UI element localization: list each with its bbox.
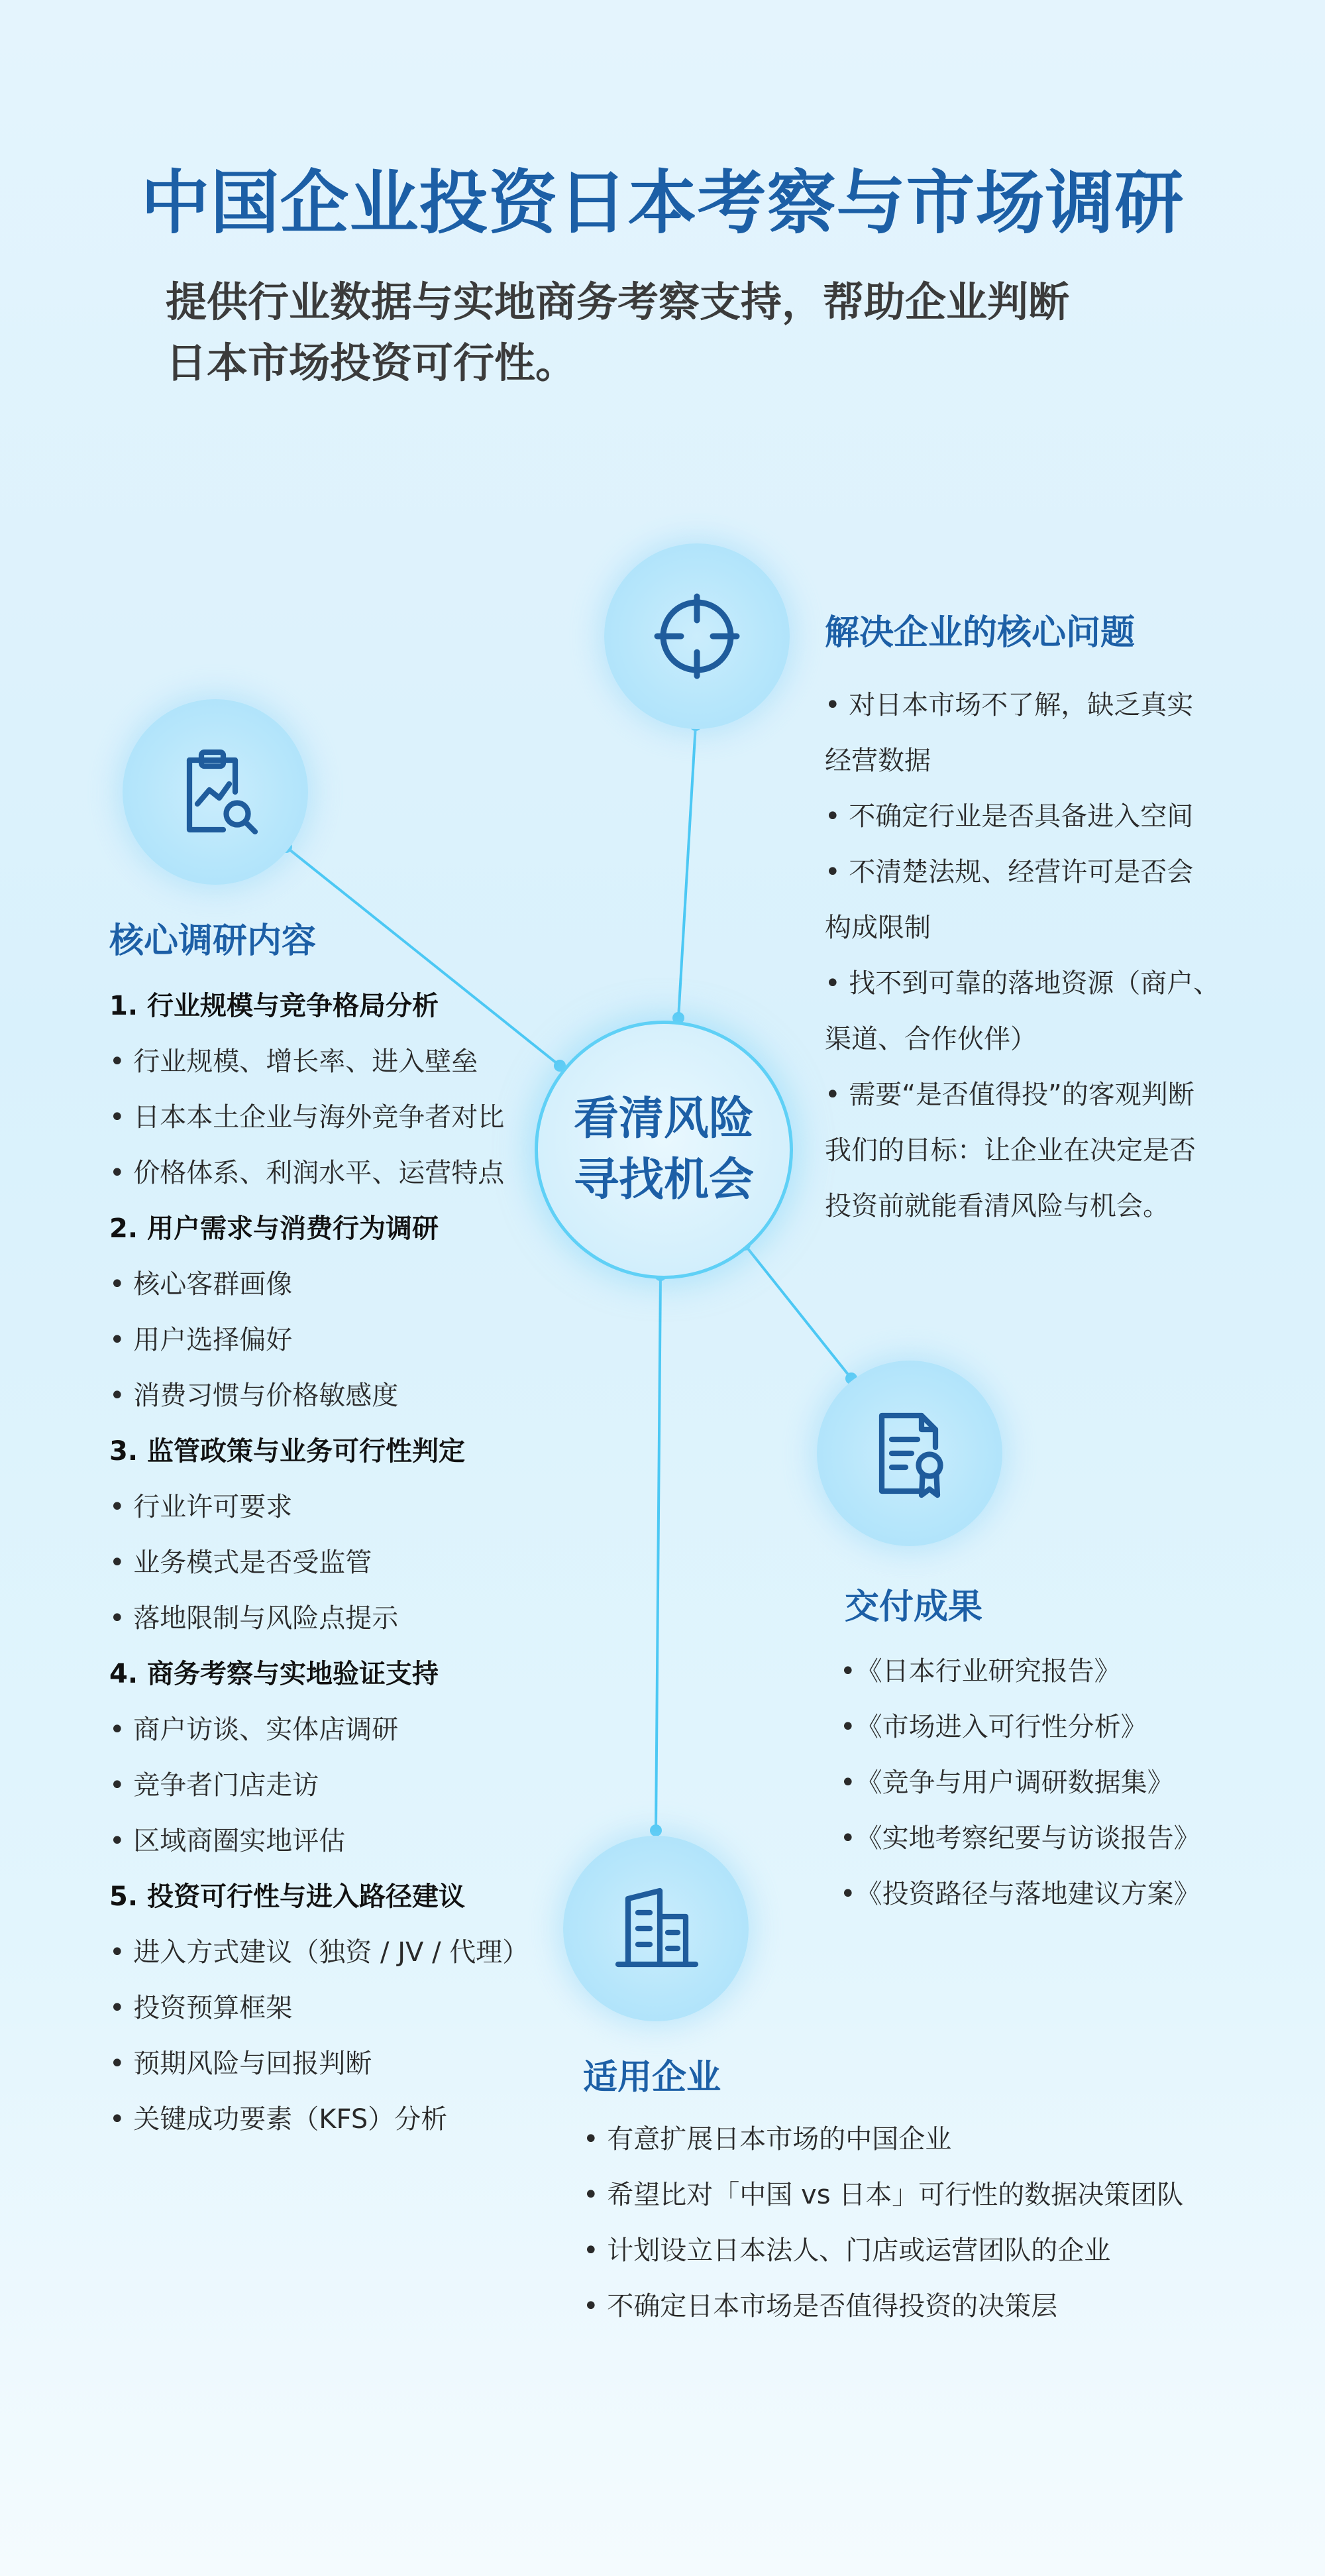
list-item: • 消费习惯与价格敏感度 <box>109 1380 399 1411</box>
center-line-1: 看清风险 <box>573 1093 754 1145</box>
list-item: • 不确定行业是否具备进入空间 <box>825 801 1194 832</box>
list-item: •《竞争与用户调研数据集》 <box>840 1767 1174 1798</box>
link-target <box>656 1275 661 1830</box>
subtitle-line-1: 提供行业数据与实地商务考察支持，帮助企业判断 <box>166 278 1070 326</box>
list-item: • 不确定日本市场是否值得投资的决策层 <box>583 2291 1058 2322</box>
list-item: • 不清楚法规、经营许可是否会 <box>825 857 1194 887</box>
problems-title: 解决企业的核心问题 <box>825 613 1136 653</box>
list-item: • 计划设立日本法人、门店或运营团队的企业 <box>583 2235 1111 2266</box>
list-item: 我们的目标：让企业在决定是否 <box>825 1135 1196 1166</box>
list-item: 构成限制 <box>825 913 931 943</box>
page-title: 中国企业投资日本考察与市场调研 <box>140 162 1185 243</box>
link-problems <box>678 725 696 1018</box>
center-line-2: 寻找机会 <box>573 1154 754 1206</box>
list-item: • 行业规模、增长率、进入壁垒 <box>109 1046 478 1077</box>
research-subheading: 4. 商务考察与实地验证支持 <box>109 1659 439 1689</box>
list-item: 渠道、合作伙伴） <box>825 1024 1037 1054</box>
list-item: • 价格体系、利润水平、运营特点 <box>109 1158 505 1188</box>
deliverables-icon-circle <box>817 1361 1002 1546</box>
list-item: • 需要“是否值得投”的客观判断 <box>825 1080 1194 1110</box>
list-item: •《实地考察纪要与访谈报告》 <box>840 1823 1200 1854</box>
target-companies-title: 适用企业 <box>583 2058 721 2098</box>
research-title: 核心调研内容 <box>109 921 317 961</box>
problems-icon-circle <box>604 543 790 729</box>
target-companies-icon-circle <box>563 1836 749 2021</box>
list-item: 经营数据 <box>825 746 931 776</box>
research-subheading: 2. 用户需求与消费行为调研 <box>109 1213 439 1244</box>
certificate-document-icon <box>860 1404 959 1503</box>
link-deliverables <box>745 1245 851 1378</box>
list-item: • 对日本市场不了解，缺乏真实 <box>825 690 1194 720</box>
list-item: • 落地限制与风险点提示 <box>109 1603 399 1634</box>
list-item: • 商户访谈、实体店调研 <box>109 1714 399 1745</box>
target-icon <box>647 587 747 686</box>
research-subheading: 3. 监管政策与业务可行性判定 <box>109 1436 465 1467</box>
subtitle-line-2: 日本市场投资可行性。 <box>166 339 577 387</box>
deliverables-list <box>840 1644 1264 1922</box>
list-item: • 核心客群画像 <box>109 1269 293 1300</box>
target-companies-list <box>583 2111 1285 2334</box>
building-icon <box>606 1879 706 1978</box>
list-item: • 用户选择偏好 <box>109 1325 293 1355</box>
list-item: • 进入方式建议（独资 / JV / 代理） <box>109 1937 529 1968</box>
list-item: 投资前就能看清风险与机会。 <box>825 1191 1169 1221</box>
list-item: • 业务模式是否受监管 <box>109 1547 372 1578</box>
center-hub <box>535 1021 793 1279</box>
list-item: • 有意扩展日本市场的中国企业 <box>583 2124 952 2155</box>
list-item: • 找不到可靠的落地资源（商户、 <box>825 968 1220 999</box>
list-item: •《日本行业研究报告》 <box>840 1656 1121 1687</box>
list-item: • 行业许可要求 <box>109 1492 293 1522</box>
list-item: •《市场进入可行性分析》 <box>840 1712 1147 1742</box>
deliverables-title: 交付成果 <box>845 1587 983 1627</box>
research-list <box>109 978 547 2147</box>
list-item: • 区域商圈实地评估 <box>109 1826 346 1856</box>
research-icon-circle <box>123 699 308 885</box>
research-subheading: 1. 行业规模与竞争格局分析 <box>109 991 439 1021</box>
problems-list <box>825 677 1236 1234</box>
list-item: • 日本本土企业与海外竞争者对比 <box>109 1102 505 1133</box>
clipboard-search-icon <box>166 742 265 842</box>
research-subheading: 5. 投资可行性与进入路径建议 <box>109 1881 465 1912</box>
list-item: • 希望比对「中国 vs 日本」可行性的数据决策团队 <box>583 2180 1184 2210</box>
list-item: • 竞争者门店走访 <box>109 1770 319 1801</box>
list-item: • 预期风险与回报判断 <box>109 2048 372 2079</box>
node-dot-target <box>650 1824 662 1836</box>
list-item: • 投资预算框架 <box>109 1993 293 2023</box>
list-item: • 关键成功要素（KFS）分析 <box>109 2104 448 2135</box>
list-item: •《投资路径与落地建议方案》 <box>840 1879 1200 1909</box>
